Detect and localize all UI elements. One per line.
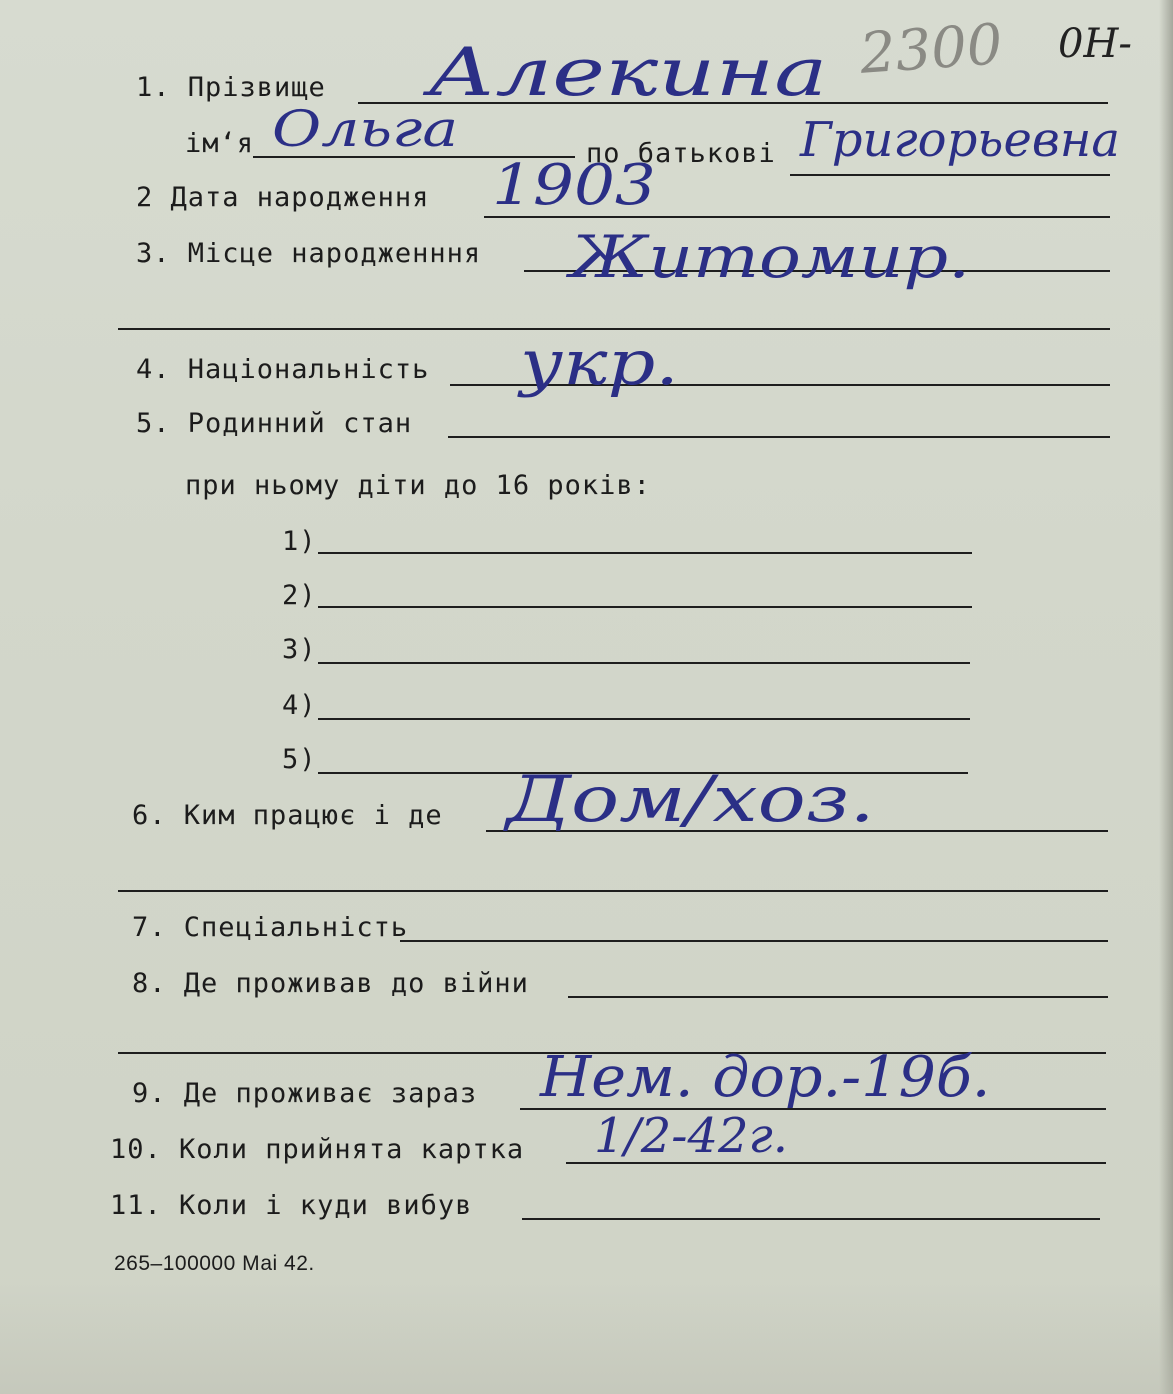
child-row-label: 1)	[282, 526, 317, 557]
specialty-line	[400, 940, 1108, 942]
work-value[interactable]: Дом/хоз.	[506, 763, 875, 837]
child-row-line	[318, 718, 970, 720]
paper-edge-shadow	[1159, 0, 1173, 1394]
print-run-footer: 265–100000 Маі 42.	[114, 1252, 315, 1275]
specialty-label: 7. Спеціальність	[132, 912, 409, 943]
surname-value[interactable]: Алекина	[428, 34, 828, 111]
surname-label: 1. Прізвище	[136, 72, 326, 103]
card-accepted-label: 10. Коли прийнята картка	[110, 1134, 525, 1165]
card-accepted-value[interactable]: 1/2-42г.	[594, 1108, 789, 1164]
birth-place-value[interactable]: Житомир.	[570, 223, 971, 291]
departure-label: 11. Коли і куди вибув	[110, 1190, 473, 1221]
first-name-value[interactable]: Ольга	[272, 100, 459, 158]
work-line-2	[118, 890, 1108, 892]
patronymic-line	[790, 174, 1110, 176]
child-row-line	[318, 606, 972, 608]
family-status-line	[448, 436, 1110, 438]
child-row-label: 4)	[282, 690, 317, 721]
current-residence-value[interactable]: Нем. дор.-19б.	[540, 1045, 991, 1110]
child-row-label: 3)	[282, 634, 317, 665]
patronymic-value[interactable]: Григорьевна	[800, 112, 1121, 168]
current-residence-label: 9. Де проживає зараз	[132, 1078, 478, 1109]
patronymic-label: по батькові	[586, 138, 776, 169]
child-row-label: 5)	[282, 744, 317, 775]
first-name-label: ім‘я	[185, 128, 255, 159]
birth-place-label: 3. Місце народженння	[136, 238, 482, 269]
pencil-number-note: 2300	[857, 12, 1005, 87]
departure-line	[522, 1218, 1100, 1220]
prewar-residence-label: 8. Де проживав до війни	[132, 968, 529, 999]
child-row-line	[318, 552, 972, 554]
nationality-label: 4. Національність	[136, 354, 430, 385]
birth-date-label: 2 Дата народження	[136, 182, 430, 213]
top-right-mark: 0Н-	[1058, 21, 1132, 67]
family-status-label: 5. Родинний стан	[136, 408, 413, 439]
child-row-label: 2)	[282, 580, 317, 611]
nationality-value[interactable]: укр.	[520, 326, 679, 399]
paper-bottom-fade	[0, 1284, 1173, 1394]
child-row-line	[318, 662, 970, 664]
prewar-residence-line	[568, 996, 1108, 998]
children-heading: при ньому діти до 16 років:	[185, 470, 651, 501]
work-label: 6. Ким працює і де	[132, 800, 443, 831]
birth-date-value[interactable]: 1903	[492, 153, 656, 218]
